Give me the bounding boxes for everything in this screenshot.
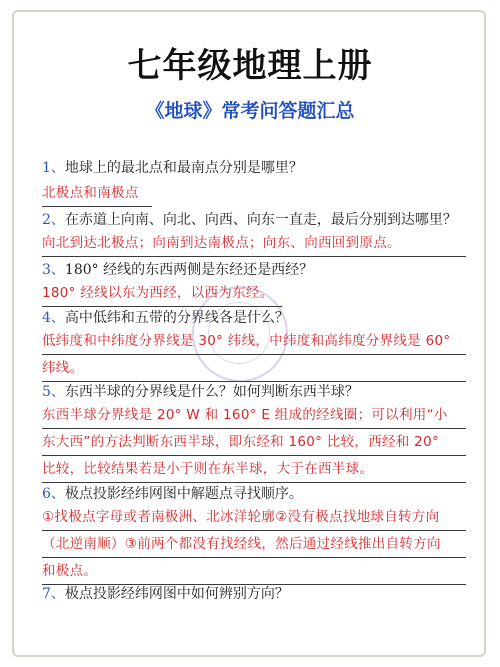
answer-3 (42, 280, 282, 307)
question-number: 7、 (42, 586, 65, 602)
answer-line: 纬线。 (42, 355, 466, 382)
question-text: 180° 经线的东西两侧是东经还是西经？ (64, 262, 314, 278)
answer-line: 和极点。 (42, 558, 466, 585)
page-subtitle: 《地球》常考问答题汇总 (145, 100, 355, 122)
answer-line: 向北到达北极点；向南到达南极点；向东、向西回到原点。 (42, 230, 466, 257)
answer-line: 东大西”的方法判断东西半球，即东经和 160° 比较，西经和 20° (42, 429, 466, 456)
question-5 (42, 382, 472, 402)
answer-line: 东西半球分界线是 20° W 和 160° E 组成的经线圈；可以利用“小 (42, 402, 466, 429)
question-2 (42, 210, 472, 230)
page-title: 七年级地理上册 (127, 46, 373, 86)
question-1 (42, 158, 472, 178)
answer-1 (42, 180, 152, 207)
answer-line: 比较，比较结果若是小于则在东半球，大于在西半球。 (42, 456, 466, 483)
answer-6 (42, 504, 466, 585)
question-text: 东西半球的分界线是什么？如何判断东西半球？ (64, 384, 359, 400)
answer-line: 北极点和南极点 (42, 180, 152, 207)
answer-2 (42, 230, 466, 257)
answer-5 (42, 402, 466, 483)
question-number: 5、 (42, 384, 65, 400)
question-number: 6、 (42, 486, 65, 502)
question-text: 地球上的最北点和最南点分别是哪里？ (64, 160, 303, 176)
answer-line: 低纬度和中纬度分界线是 30° 纬线，中纬度和高纬度分界线是 60° (42, 328, 466, 355)
question-text: 在赤道上向南、向北、向西、向东一直走，最后分别到达哪里？ (64, 212, 457, 228)
question-number: 3、 (42, 262, 65, 278)
question-text: 极点投影经纬网图中如何辨别方向？ (64, 586, 289, 602)
answer-line: （北逆南顺）③前两个都没有找经线，然后通过经线推出自转方向 (42, 531, 466, 558)
question-4 (42, 308, 472, 328)
question-text: 极点投影经纬网图中解题点寻找顺序。 (64, 486, 303, 502)
question-number: 4、 (42, 310, 65, 326)
question-text: 高中低纬和五带的分界线各是什么？ (64, 310, 289, 326)
question-6 (42, 484, 472, 504)
answer-line: 180° 经线以东为西经，以西为东经。 (42, 280, 282, 307)
question-number: 1、 (42, 160, 65, 176)
question-7 (42, 584, 472, 604)
answer-line: ①找极点字母或者南极洲、北冰洋轮廓②没有极点找地球自转方向 (42, 504, 466, 531)
answer-4 (42, 328, 466, 382)
question-number: 2、 (42, 212, 65, 228)
question-3 (42, 260, 472, 280)
